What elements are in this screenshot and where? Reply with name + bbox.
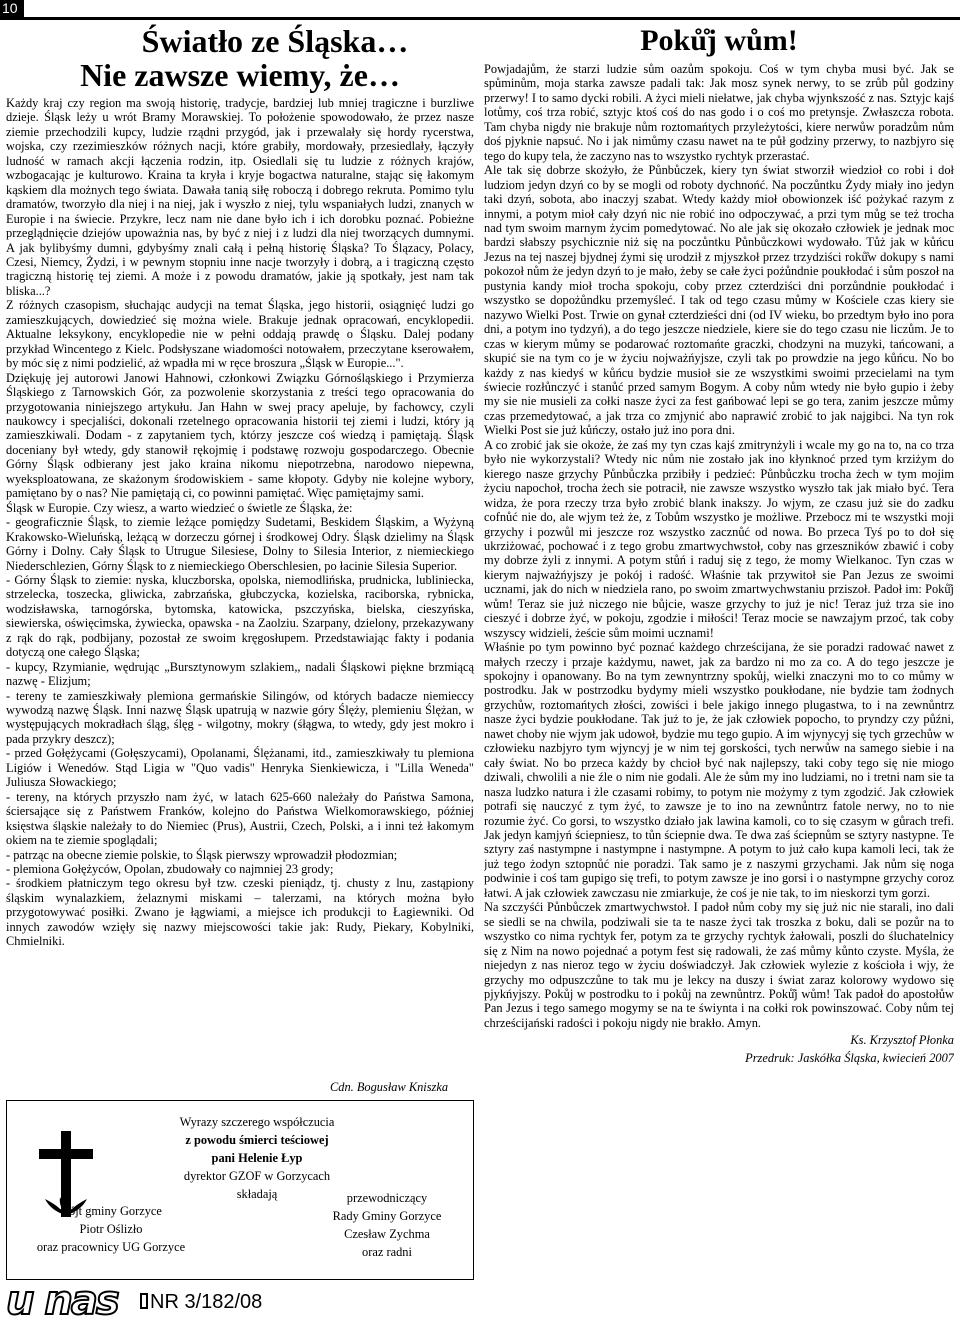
right-paragraph: Na szczyśći Půnbůczek zmartwychwstoł. I padoł nům coby my się już nic nie starali, ino dali se siedli se na chwila, podziwali sie ta te nasze życi tak troszka z boku, dali se pozůr na to wszystko co nima rychtyk fer, potym za te grzychy rychtyk żałowali, poszli do śluchatelnicy się z Nim na nowo pojednać a potym fest się radowali, że zaś můmy kůnto czyste. Myśla, że niejedyn z nas nieroz tego w życiu doświadczył. Jak człowiek wylezie z kościoła i wjy, że grzychy mo odpuszczůne to tak mu je lekcy na duszy i świat zaraz kolorowy wydowo się pjykńyjszy. Pokůj w postrodku to i pokůj na zewnůntrz. Poků̊j wům! Tak padoł do apostołůw Pan Jezus i tego samego mogymy se na te świynta i na cołki rok powinszować. Coby nům tej chrześcijański radości i pokoju nigdy nie brakło. Amyn.	[484, 900, 954, 1030]
signer-line: oraz radni	[362, 1245, 412, 1259]
condolence-line: Wyrazy szczerego współczucia	[179, 1115, 335, 1129]
left-paragraph: - tereny, na których przyszło nam żyć, w latach 625-660 należały do Państwa Samona, ściersające się z Państwem Franków, kolejno do Państwa Wielkomorawskiego, później księstwa śląskie należały to do Niemiec (Prus), Austrii, Czech, Polski, a i inni też łakomym okiem na te ziemie spoglądali;	[6, 789, 474, 848]
left-article	[6, 24, 474, 1079]
signer-line: Rady Gminy Gorzyce	[332, 1209, 442, 1223]
left-paragraph: - kupcy, Rzymianie, wędrując „Bursztynowym szlakiem,, nadali Śląskowi piękne brzmiącą nazwę - Elizjum;	[6, 659, 474, 689]
signer-line: Piotr Oślizło	[79, 1222, 143, 1236]
left-title-line2: Nie zawsze wiemy, że…	[80, 57, 400, 93]
condolence-box	[6, 1100, 474, 1280]
page-number: 10	[0, 0, 24, 17]
condolence-line: z powodu śmierci teściowej	[185, 1133, 329, 1147]
header-rule	[0, 0, 960, 20]
right-signature: Ks. Krzysztof Płonka	[850, 1033, 954, 1048]
left-paragraph: - przed Gołężycami (Gołęszycami), Opolanami, Ślężanami, itd., zamieszkiwały tu plemiona Ligiów i Wenedów. Stąd Ligia w "Quo vadis" Henryka Sienkiewicza, i "Lilla Weneda" Juliusza Słowackiego;	[6, 746, 474, 790]
left-paragraph: Dziękuję jej autorowi Janowi Hahnowi, członkowi Związku Górnośląskiego i Przymierza Śląskiego z Tarnowskich Gór, za pozwolenie skorzystania z treści tego opracowania do przygotowania niniejszego artykułu. Jan Hahn w swej pracy apeluje, by fachowcy, czyli naukowcy i specjaliści, dokonali rzetelnego opracowania historii tej ziemi i ludzi, który ją zamieszkiwali. Dodam - z zapytaniem tych, którzy jeszcze coś wiedzą i pamiętają. Śląsk doceniany był wtedy, gdy stanowił rękojmię i podstawę rozwoju gospodarczego. Obecnie Górny Śląsk odbierany jest jako kraina nikomu niepotrzebna, narodowo niepewna, wyeksploatowana, ze skażonym środowiskiem - same kłopoty. Gdyby nie kolejne wybory, pamiętano by o nas? Nie pamiętają ci, co powinni pamiętać. Więc pamiętajmy sami.	[6, 370, 474, 501]
left-paragraph: Śląsk w Europie. Czy wiesz, a warto wiedzieć o świetle ze Śląska, że:	[6, 500, 353, 515]
right-paragraph: Powjadajům, że starzi ludzie sům oazům spokoju. Coś w tym chyba musi być. Jak se spůminům, moja starka zawsze padali tak: Jak mosz synek nerwy, to se zrůb půl godziny przerwy! I to samo dycki robili. A życi mieli niełatwe, jak chyba wjynkszość z nas. Sztyjc kajś lotůmy, coś trza robić, sztyjc ktoś coś do nas godo i o coś mo pretynsje. Zwłaszcza robota. Tam chyba nigdy nie brakuje nům roztomańtych przyleżytości, kiere nerwůw poradzům nům doś pjyknie napsuć. No i jak nimůmy czasu nawet na te půł godziny przerwy, to nazbjyro się tego do kupy tela, że zaczyno nas to wszystko rychtyk przerastać.	[484, 62, 954, 163]
condolence-signers-right	[307, 1189, 467, 1261]
left-paragraph: Każdy kraj czy region ma swoją historię, tradycje, bardziej lub mniej tragiczne i burzliwe dzieje. Śląsk leży u wrót Bramy Morawskiej. To położenie spowodowało, że przez nasze ziemie przechodzili kupcy, ludzie rządni przygód, jak i przewalały się hordy rycerstwa, wojska, czy rzezimieszków różnych nacji, które grabiły, mordowały, przesiedlały, łączyły ludność w ramach akcji łączenia rodzin, itp. Osiedlali się tu ludzie z różnych krajów, wzbogacając je kulturowo. Kraina ta kryła i kryje bogactwa naturalne, stając się łakomym kąskiem dla możnych tego świata. Dawała tanią siłę roboczą i dobrego rekruta. Pomimo tylu dramatów, tworzyło dla niej i na niej, jak i wyszło z niej, tylu wspaniałych ludzi, znanych w Europie i na świecie. Przykre, lecz nam nie dane było ich i ich dorobku poznać. Pobieżne przeglądnięcie dziejów upoważnia nas, by być z niej i z ludzi dla niej tworzących dumnymi. A jak bylibyśmy dumni, gdybyśmy znali całą i pełną historię Śląska? To Ślązacy, Polacy, Czesi, Niemcy, Żydzi, i w pewnym stopniu inne nacje tworzyły i dobrą, a i tragiczną często tragiczną historię tej ziemi. A może i z powodu dramatów, jakie ją spotkały, jest nam tak bliska...?	[6, 96, 474, 298]
condolence-signers-left	[21, 1202, 201, 1256]
left-paragraph: - geograficznie Śląsk, to ziemie leżące pomiędzy Sudetami, Beskidem Śląskim, a Wyżyną Krakowsko-Wieluńską, leżącą w dorzeczu górnej i środkowej Odry. Śląsk dzielimy na Śląsk Górny i Dolny. Cały Śląsk to Utrugue Silesiese, Dolny to Silesia Interior, z niemieckiego Niederschlezien, Górny Śląsk to z niemieckiego Oberschlesien, po łacinie Silesia Superior.	[6, 515, 474, 573]
condolence-line: pani Helenie Łyp	[211, 1151, 303, 1165]
right-paragraph: Ale tak się dobrze skożyło, że Půnbůczek, kiery tyn świat stworził wiedzioł co robi i doł ludziom jedyn dzyń co by se mogli od roboty dychnońć. Na poczůntku Żydy miały ino jedyn taki dzyń, sobota, abo inaczyj szabat. Wtedy każdy mioł obowionzek iść pożykać razym z innymi, a potym mioł cały dzyń nic nie robić ino odpoczywać, a przi tym můg se też trocha nad tym swoim marnym życim pomedytować. No ale jak się okozało człowiek je jednak moc bardzi słabszy psychicznie niż się na poczůntku Půnbůczkowi wydowało. Tůż jak w kůńcu Jezus na tej naszej bjydnej źymi się urodził z mjyszkoł przez trzydziści roků̊w dokupy s nami pokozoł nům że jedyn dzyń to je mało, żeby se całe życi pożůndnie poukłodać i sům poszoł na pustynia kandy mioł trocha spokoju, coby przez czterdziści dni porzůndnie poukłodać i wszystko se dopożůndku przemyśleć. I tak od tego czasu můmy w Kościele czas kiery sie nazywo Wielki Post. Trwie on gynał czterdzieści dni (od IV wieku, bo przedtym było ino pora dni, a potym ino tydzyń), a do tego jeszcze niedziele, kiere sie do tego czasu nie liczům. Je to czas w kierym můmy se podarować roztomańte graczki, chodzyni na muzyki, tańcowani, a skupić sie na tym co je w życiu nojważńyjsze, czyli tak po prowdzie na jego kůńcu. No bo każdy z nas kiedyś w kůńcu bydzie musioł sie ze wszystkimi swoimi przecielami na tym świecie rozłůnczyć i stanůć przed samym Bogym. A coby nům wtedy nie było gupio i żeby my sie nie musieli za cołki nasze życi za fest gańbować lepi se go tera, zanim jeszcze můmy czas przemedytować, a jak trza co zmjynić abo naprawić zrobić to jak najgibci. Na tyn rok Wielki Post sie już kůńczy, ostało już ino pora dni.	[484, 163, 954, 438]
left-paragraph: - Górny Śląsk to ziemie: nyska, kluczborska, opolska, niemodlińska, prudnicka, lubliniecka, strzelecka, toszecka, gliwicka, zabrzańska, głubczycka, kozielska, raciborska, rybnicka, wodzisławska, tarnogórska, bytomska, katowicka, pszczyńska, bielska, cieszyńska, siewierska, oświęcimska, żywiecka, opawska - na Zaolziu. Szarpany, dzielony, przekazywany z rąk do rąk, podbijany, pozostał ze swoim kręgosłupem. Przedstawiając fakty i podania dotyczą one całego Śląska;	[6, 572, 474, 660]
left-paragraph: - patrząc na obecne ziemie polskie, to Śląsk pierwszy wprowadził płodozmian;	[6, 847, 398, 862]
right-paragraph: Właśnie po tym powinno być poznać każdego chrześcijana, że sie poradzi radować nawet z małych rzeczy i przaje każdymu, nawet, jak za bardzo ni mo za co. A do tego jeszcze je spokojny i opanowany. Bo na tym zewnyntrzny spokůj, wielki znaczyni mo to co můmy w postrodku. Jak w postrzodku bydymy mieli wszystko poukłodane, nie bydzie tam żodnych grzychůw, roztomańtych złości, zowiści i bele jakigo innego plugastwa, to i na zewnůntrz nasze życi bydzie poukłodane. Tak już to je, że jak człowiek popocho, to pryndzy czy půźni, nawet choby nie wjym jak udowoł, bydzie mu tego gupio. A im wjynycyj się tych grzechůw w człowieku nazbjyro tym wjyncyj je w nim tej gorskości, tych nerwůw na samego siebie i na cały świat. No bo przeca każdy by chcioł być nak najlepszy, taki coby tego się nie miogo dziwali, chwolili a nie źle o nim nie godali. Ale że sům my ino ludziami, no i tretni nam sie ta nasza ludzko natura i żle czasami robimy, to potym nie możymy z tym zgodzić. Jak człowiek potrafi się nauczyć z tym żyć, to zawsze je to ino na zewnůntrz fatole nerwy, no to nie rozumie żyć. Co gorsi, to wszystko działo jak lawina kamoli, co to się czasym w gůrach trefi. Jak jedyn kamjyń ściepniesz, to tůn ściepnie dwa. Te dwa zaś ściepnům se sztyry nastypne. Te sztyry zaś nastympne i nastympne i nastympne. A potym to już cało kupa kamoli leci, tak że już tego żodyn sztopnůć nie poradzi. Tak samo je z naszymi grzychami. Jak nům się noga podwinie i coś tam gupigo się trefi, to potym zawsze je ino gorsi i o nastympne grzychy coroz łatwi. A jak człowiek zawczasu nie zmiarkuje, że coś je nie tak, to im nieskorzi tym gorzi.	[484, 640, 954, 900]
signer-line: Czesław Zychma	[344, 1227, 430, 1241]
left-paragraph: - środkiem płatniczym tego okresu był tzw. czeski pieniądz, tj. chusty z lnu, zastąpiony śląskim wynalazkiem, żelaznymi miskami – talerzami, na których można było przygotowywać posiłki. Zwano je łągwiami, a miejsce ich produkcji to Łagiewniki. Od innych zawodów wzięły się nazwy miejscowości takie jak: Rudy, Piekary, Kobylniki, Chmielniki.	[6, 876, 474, 949]
left-paragraph: - tereny te zamieszkiwały plemiona germańskie Silingów, od których badacze niemieccy wywodzą nazwę Śląsk. Inni nazwę Śląsk upatrują w nazwie góry Ślęży, plemieniu Ślężan, w występujących mokradłach śląg, ślęg - wilgotny, mokry (śłągwa, to wtedy, gdy jest mokro i pada przykry deszcz);	[6, 688, 474, 746]
issue-number: NR 3/182/08	[150, 1291, 263, 1313]
condolence-line: dyrektor GZOF w Gorzycach	[183, 1169, 331, 1183]
left-paragraph: Z różnych czasopism, słuchając audycji na temat Śląska, jego historii, osiągnięć ludzi go zamieszkujących, dowiedzieć się można wiele. Brakuje jednak opracowań, encyklopedii. Aktualne leksykony, encyklopedie nie w pełni oddają prawdę o Śląsku. Dalej podany przykład Wincentego z Kielc. Podsłyszane wiadomości notowałem, przeczytane kserowałem, by móc się z nimi podzielić, aż wpadła mi w ręce broszura „Śląsk w Europie...".	[6, 298, 474, 371]
left-paragraph: - plemiona Gołężyców, Opolan, zbudowały co najmniej 23 grody;	[6, 862, 334, 877]
signer-line: wójt gminy Gorzyce	[60, 1204, 162, 1218]
right-article	[484, 24, 954, 1244]
left-title-line1: Światło ze Śląska…	[141, 24, 409, 59]
left-signature: Cdn. Bogusław Kniszka	[330, 1080, 449, 1094]
reprint-note: Przedruk: Jaskółka Śląska, kwiecień 2007	[745, 1050, 954, 1065]
right-title: Poků̊j wům!	[640, 24, 798, 57]
right-paragraph: A co zrobić jak sie okoże, że zaś my tyn czas kajś zmitrynżyli i wcale my go na to, na co trza było nie wykorzystali? Wtedy nic nům nie zostało jak ino kłynknoć przed tym krziżym do kierego nasze grzychy Půnbůczka przibiły i pedzieć: Půnbůczku trocha żech w tym mojim życiu napochoł, trocha żech sie potracił, nie zawsze wszystko wyszło tak jak miało być. Tera widza, że pora rzeczy trza było zrobić blank inakszy. Jo wjym, ze czasu już sie do zadku cofnůć nie do, ale wjym też że, z Tobům wszystko je możliwe. Przebocz mi te wszystki moji grzychy i pozwůl mi jeszcze roz wszystko zacznůć od nowa. Bo przeca Tyś po to doł się ukrziżować, pochować i z tego grobu zmartwychwstoł, coby nas grzeszników zbawić i coby my dobrze żyli z innymi. A potym stůń i raduj się z tego, że momy Wielkanoc. Tyn czas w kierym najważńyjszy je pokój i radość. Właśnie tak przywitoł sie Pan Jezus ze swoimi ucznami, jak do nich w niedziela rano, po swoim zmartwychwstaniu prziszoł. Padoł im: Poků̊j wům! Teraz sie już niczego nie bůjcie, wasze grzychy to już je nic! Teraz już trza sie ino cieszyć i dobrze żyć, w pokoju, zgodzie i miłości! Teraz mocie se nawzajym przoć, tak coby wszyscy widzieli, żeście sům moimi ucznami!	[484, 437, 954, 640]
magazine-logo: u nas	[6, 1278, 118, 1321]
issue-marker	[140, 1293, 148, 1309]
signer-line: oraz pracownicy UG Gorzyce	[36, 1240, 186, 1254]
signer-line: przewodniczący	[346, 1191, 428, 1205]
condolence-line: składają	[236, 1187, 278, 1201]
